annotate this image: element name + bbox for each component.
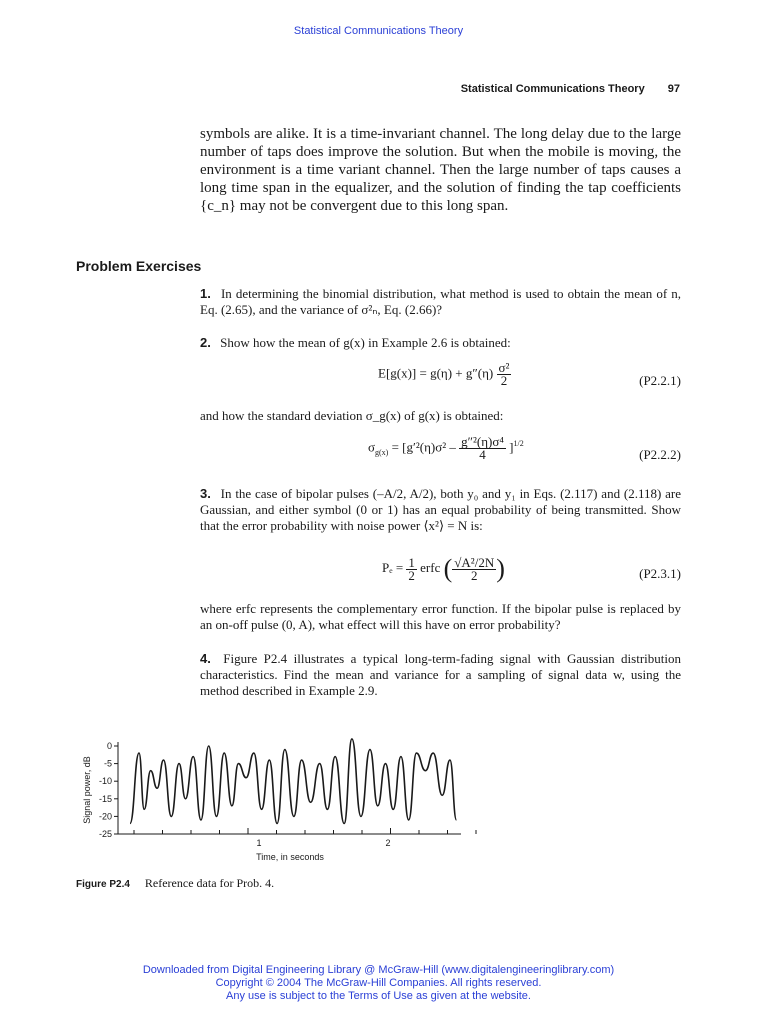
y-tick-label: -5: [103, 758, 112, 769]
exercise-number: 2.: [200, 335, 211, 350]
equation-fraction: [459, 436, 506, 461]
equation-function: erfc: [420, 559, 441, 575]
exercise-text: In determining the binomial distribution, what method is used to obtain the mean of n, Eq. (2.65), and the variance of σ²ₙ, Eq. (2.66)?: [200, 286, 681, 317]
running-title: Statistical Communications Theory: [460, 83, 645, 95]
exercise-number: 4.: [200, 651, 211, 666]
y-axis-label: Signal power, dB: [82, 756, 92, 824]
series-line: [130, 739, 456, 823]
exercise-1: [200, 286, 681, 318]
equation-close-bracket: ]: [509, 439, 514, 455]
equation-body: = [g′²(η)σ² –: [391, 439, 456, 455]
fraction-denominator: 2: [408, 567, 415, 583]
y-tick-label: 0: [106, 741, 112, 751]
fraction-denominator: 4: [479, 447, 486, 462]
figure-caption-text: Reference data for Prob. 4.: [144, 876, 275, 890]
exercise-4: [200, 651, 681, 699]
exercise-2-continued: and how the standard deviation σ_g(x) of g(x) is obtained:: [200, 408, 504, 423]
y-tick-label: -10: [98, 776, 112, 787]
equation-fraction: [406, 554, 417, 583]
fading-signal-chart: [0, 728, 757, 868]
footer-line-3: Any use is subject to the Terms of Use as given at the website.: [226, 990, 531, 1002]
x-tick-label: 2: [385, 838, 391, 848]
figure-caption: [76, 876, 274, 891]
exercise-2: [200, 335, 681, 351]
exercise-text: In the case of bipolar pulses (–A/2, A/2), both y₀ and y₁ in Eqs. (2.117) and (2.118) are Gaussian, and either symbol (0 or 1) has an equal probability of being transmitted. Show that the error probability with noise power ⟨x²⟩ = N is:: [200, 486, 682, 533]
fraction-numerator: √A²/2N: [454, 554, 495, 570]
footer: [0, 964, 757, 1003]
top-banner: Statistical Communications Theory: [293, 25, 464, 37]
equation-label: (P2.2.1): [639, 373, 681, 388]
exercise-3: [200, 486, 681, 534]
figure-label: Figure P2.4: [76, 879, 130, 890]
equation-lhs: σ: [368, 439, 376, 455]
equation-p231: [382, 554, 505, 584]
x-tick-label: 1: [256, 838, 262, 848]
exercise-number: 1.: [200, 286, 211, 301]
equation-superscript: 1/2: [513, 439, 524, 449]
footer-line-1: Downloaded from Digital Engineering Library @ McGraw-Hill (www.digitalengineeringlibrary.com): [142, 964, 615, 976]
equation-p222: [368, 436, 524, 461]
equation-subscript: g(x): [375, 448, 389, 458]
equation-lhs: E[g(x)] = g(η) + g″(η): [378, 365, 494, 381]
equation-label: (P2.2.2): [639, 447, 681, 462]
equation-lhs: Pₑ =: [382, 559, 404, 575]
equation-label: (P2.3.1): [639, 566, 681, 581]
fraction-numerator: 1: [408, 554, 415, 570]
running-head: [461, 83, 680, 95]
page-number: 97: [667, 83, 680, 95]
fraction-denominator: 2: [500, 373, 508, 388]
y-tick-label: -15: [98, 793, 112, 804]
fraction-denominator: 2: [470, 567, 478, 583]
exercise-3-continued: where erfc represents the complementary error function. If the bipolar pulse is replaced by an on-off pulse (0, A), what effect will this have on error probability?: [200, 601, 681, 632]
exercise-number: 3.: [200, 486, 211, 501]
intro-paragraph: symbols are alike. It is a time-invariant channel. The long delay due to the large number of taps does improve the solution. But when the mobile is moving, the environment is a time variant channel. Then the large number of taps causes a long time span in the equalizer, and the solution of finding the tap coefficients {c_n} may not be convergent due to this long span.: [200, 126, 681, 214]
section-heading: Problem Exercises: [76, 258, 202, 274]
footer-line-2: Copyright © 2004 The McGraw-Hill Companies. All rights reserved.: [215, 977, 542, 989]
close-paren: ): [496, 554, 505, 583]
x-axis-label: Time, in seconds: [256, 852, 324, 862]
equation-fraction: [497, 362, 512, 387]
exercise-text: Figure P2.4 illustrates a typical long-term-fading signal with Gaussian distribution characteristics. Find the mean and variance for a sampling of signal data w, using the method described in Example 2.9.: [200, 651, 682, 698]
y-tick-label: -25: [98, 829, 112, 839]
open-paren: (: [443, 554, 453, 583]
equation-inner-fraction: [452, 554, 496, 583]
y-tick-label: -20: [98, 811, 112, 822]
fraction-numerator: σ²: [498, 360, 510, 375]
exercise-text: Show how the mean of g(x) in Example 2.6 is obtained:: [220, 335, 511, 350]
fraction-numerator: g″²(η)σ⁴: [461, 434, 504, 449]
equation-p221: [378, 362, 511, 387]
